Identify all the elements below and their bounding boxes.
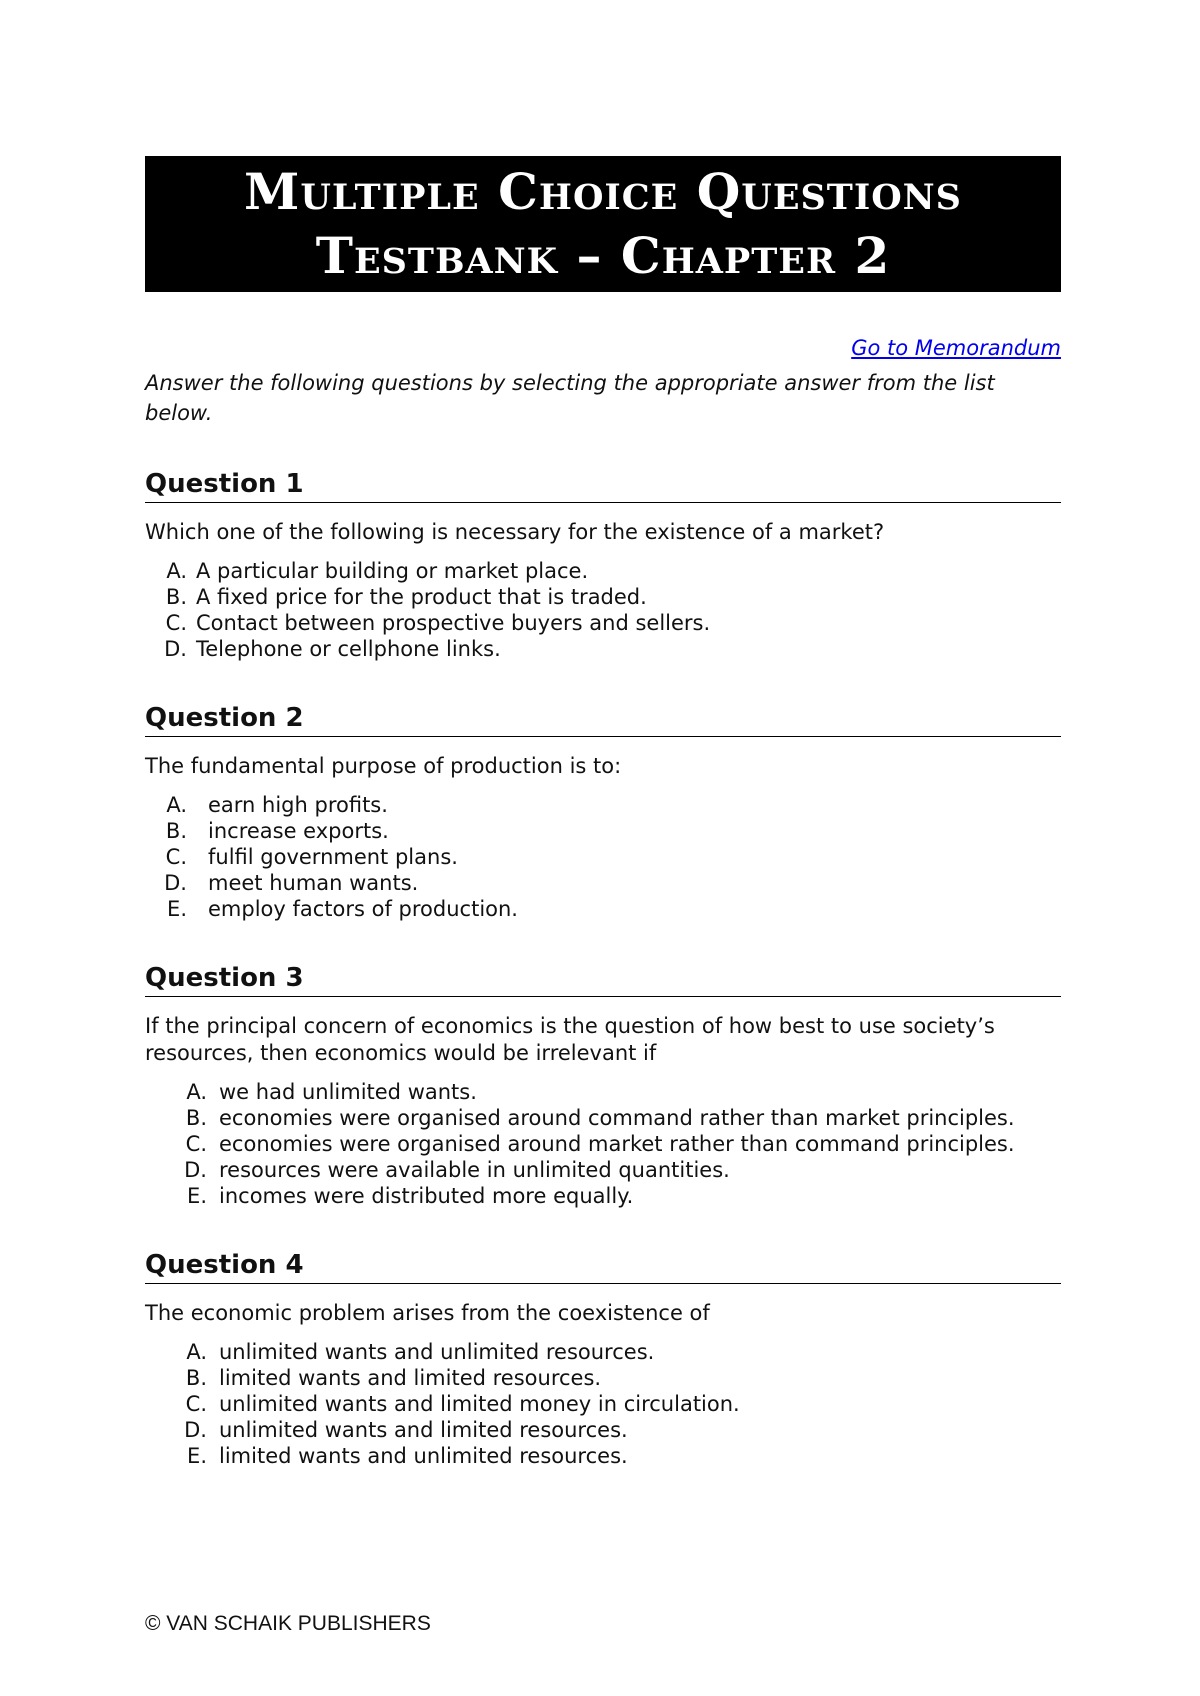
option-item[interactable] [145,1105,1061,1131]
question-text: If the principal concern of economics is the question of how best to use society’s resources, then economics would be irrelevant if [145,1014,995,1065]
option-letter: E. [187,1444,207,1468]
option-letter: D. [164,871,187,895]
option-text: employ factors of production. [208,897,518,921]
option-text: resources were available in unlimited quantities. [219,1158,730,1182]
option-item[interactable] [145,1391,1061,1417]
option-text: unlimited wants and limited money in circulation. [219,1392,740,1416]
option-text: we had unlimited wants. [219,1080,477,1104]
option-letter: A. [186,1080,207,1104]
option-text: A fixed price for the product that is traded. [196,585,647,609]
title-banner [145,156,1061,292]
title-line-2: Testbank – Chapter 2 [315,226,891,285]
option-item[interactable] [145,636,1061,662]
option-list [145,1079,1061,1209]
option-text: Contact between prospective buyers and sellers. [196,611,711,635]
option-text: Telephone or cellphone links. [196,637,501,661]
option-letter: A. [166,793,187,817]
question-1 [145,468,1061,662]
option-item[interactable] [145,1339,1061,1365]
option-letter: C. [165,845,187,869]
option-letter: C. [165,611,187,635]
option-letter: C. [185,1132,207,1156]
option-letter: C. [185,1392,207,1416]
option-text: limited wants and unlimited resources. [219,1444,628,1468]
question-4 [145,1249,1061,1469]
option-item[interactable] [145,1131,1061,1157]
option-text: fulfil government plans. [208,845,458,869]
question-heading: Question 3 [145,962,1061,997]
option-list [145,1339,1061,1469]
option-text: unlimited wants and limited resources. [219,1418,628,1442]
document-page [145,156,1061,1469]
option-text: economies were organised around market rather than command principles. [219,1132,1015,1156]
option-item[interactable] [145,1417,1061,1443]
option-text: incomes were distributed more equally. [219,1184,634,1208]
option-letter: B. [165,819,187,843]
option-item[interactable] [145,844,1061,870]
question-heading: Question 4 [145,1249,1061,1284]
title-line-1: Multiple Choice Questions [244,162,962,221]
option-text: economies were organised around command rather than market principles. [219,1106,1015,1130]
option-letter: B. [185,1106,207,1130]
memorandum-link[interactable]: Go to Memorandum [851,336,1061,360]
option-item[interactable] [145,870,1061,896]
option-text: A particular building or market place. [196,559,589,583]
question-heading: Question 2 [145,702,1061,737]
option-item[interactable] [145,1365,1061,1391]
instructions: Answer the following questions by selecting the appropriate answer from the list below. [145,371,995,425]
option-item[interactable] [145,1443,1061,1469]
option-letter: B. [185,1366,207,1390]
option-item[interactable] [145,896,1061,922]
option-item[interactable] [145,584,1061,610]
question-2 [145,702,1061,922]
option-item[interactable] [145,1183,1061,1209]
question-text: Which one of the following is necessary for the existence of a market? [145,520,885,544]
publisher-footer: © VAN SCHAIK PUBLISHERS [145,1612,431,1635]
option-item[interactable] [145,818,1061,844]
option-letter: E. [167,897,187,921]
option-letter: B. [165,585,187,609]
option-item[interactable] [145,1157,1061,1183]
option-item[interactable] [145,792,1061,818]
option-text: earn high profits. [208,793,388,817]
option-letter: A. [166,559,187,583]
option-text: limited wants and limited resources. [219,1366,602,1390]
option-letter: D. [184,1418,207,1442]
option-list [145,558,1061,662]
option-item[interactable] [145,1079,1061,1105]
option-text: unlimited wants and unlimited resources. [219,1340,655,1364]
option-text: increase exports. [208,819,389,843]
option-item[interactable] [145,558,1061,584]
option-letter: D. [164,637,187,661]
memo-row [145,336,1061,360]
option-item[interactable] [145,610,1061,636]
option-list [145,792,1061,922]
option-text: meet human wants. [208,871,419,895]
question-text: The fundamental purpose of production is to: [145,754,622,778]
option-letter: E. [187,1184,207,1208]
question-text: The economic problem arises from the coexistence of [145,1301,710,1325]
question-heading: Question 1 [145,468,1061,503]
option-letter: D. [184,1158,207,1182]
option-letter: A. [186,1340,207,1364]
question-3 [145,962,1061,1209]
